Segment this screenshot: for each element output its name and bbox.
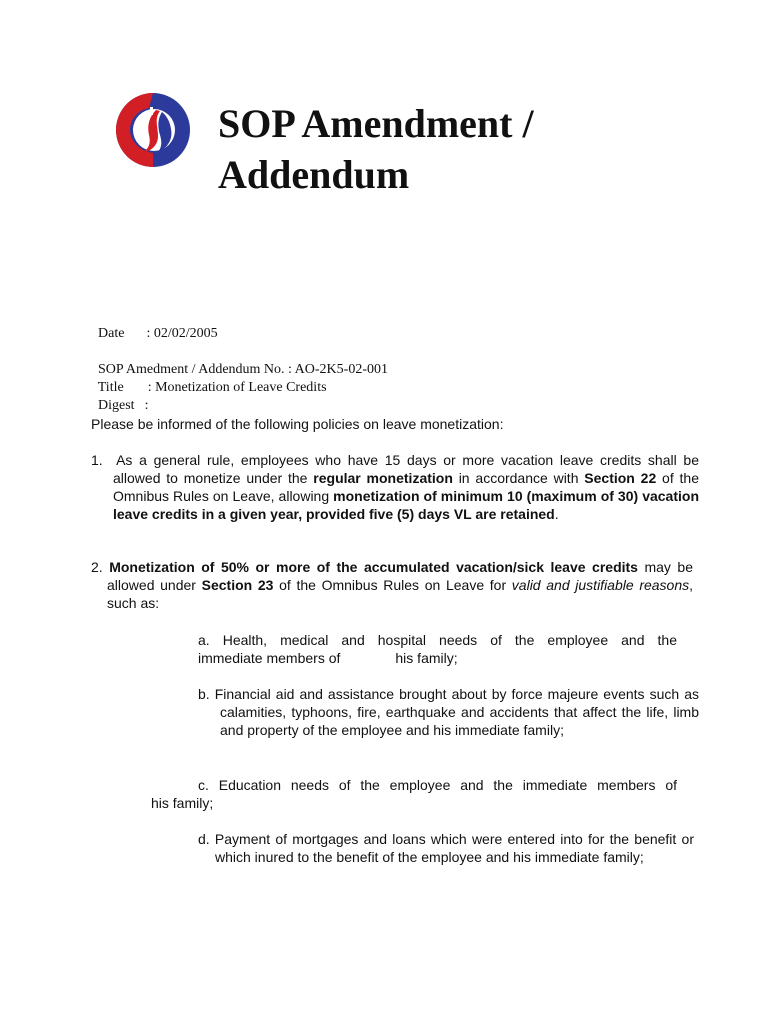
sub-item-a-line2: immediate members of xyxy=(198,650,341,666)
addendum-label: SOP Amedment / Addendum No. : xyxy=(98,362,292,377)
intro-text: Please be informed of the following policies on leave monetization: xyxy=(91,416,504,432)
digest-row xyxy=(91,379,148,415)
sub-item-a-line1: a. Health, medical and hospital needs of the employee and the xyxy=(198,632,677,648)
page-title: SOP Amendment / Addendum xyxy=(218,101,534,197)
item1-bold-provision: monetization of minimum 10 (maximum of 30) vacation leave credits in a given year, provided five (5) days VL are retained xyxy=(113,488,699,522)
list-item-2 xyxy=(91,558,693,612)
addendum-value: AO-2K5-02-001 xyxy=(294,362,388,377)
item2-text: , such as: xyxy=(107,577,694,611)
sub-item-c-line2: his family; xyxy=(151,795,214,811)
sub-item-b: b. Financial aid and assistance brought about by force majeure events such as calamities, typhoons, fire, earthquake and accidents that affect the life, limb and property of the employee and his immediate family; xyxy=(198,686,699,738)
date-label: Date xyxy=(98,326,125,341)
sub-item-d: d. Payment of mortgages and loans which were entered into for the benefit or which inured to the benefit of the employee and his immediate family; xyxy=(198,831,694,865)
date-value: : 02/02/2005 xyxy=(146,326,218,341)
digest-label: Digest xyxy=(98,398,135,413)
item2-text: may be allowed under xyxy=(107,559,694,593)
item1-bold-regular: regular monetization xyxy=(313,470,453,486)
item1-text: As a general rule, employees who have 15 days or more vacation leave credits shall be allowed to monetize under the xyxy=(113,452,699,486)
item2-text: of the Omnibus Rules on Leave for xyxy=(273,577,512,593)
date-row xyxy=(91,307,218,343)
item2-number: 2. xyxy=(91,559,103,575)
item1-bold-section: Section 22 xyxy=(584,470,657,486)
list-item-1 xyxy=(91,451,699,523)
digest-value: : xyxy=(144,398,149,413)
item2-bold-section: Section 23 xyxy=(201,577,274,593)
company-logo-icon xyxy=(116,93,190,167)
item1-number: 1. xyxy=(91,452,103,468)
title-label: Title xyxy=(97,380,124,395)
item1-text: in accordance with xyxy=(452,470,585,486)
sub-item-c xyxy=(151,776,677,812)
title-value: : Monetization of Leave Credits xyxy=(147,380,327,395)
item2-italic-reasons: valid and justifiable reasons xyxy=(511,577,690,593)
sub-item-a-line2-end: his family; xyxy=(395,650,458,666)
sub-item-c-line1: c. Education needs of the employee and the immediate members of xyxy=(198,777,677,793)
item2-bold-heading: Monetization of 50% or more of the accumulated vacation/sick leave credits xyxy=(109,559,638,575)
item1-text: . xyxy=(554,506,559,522)
item1-text: of the Omnibus Rules on Leave, allowing xyxy=(113,470,700,504)
sub-item-a xyxy=(198,631,677,667)
